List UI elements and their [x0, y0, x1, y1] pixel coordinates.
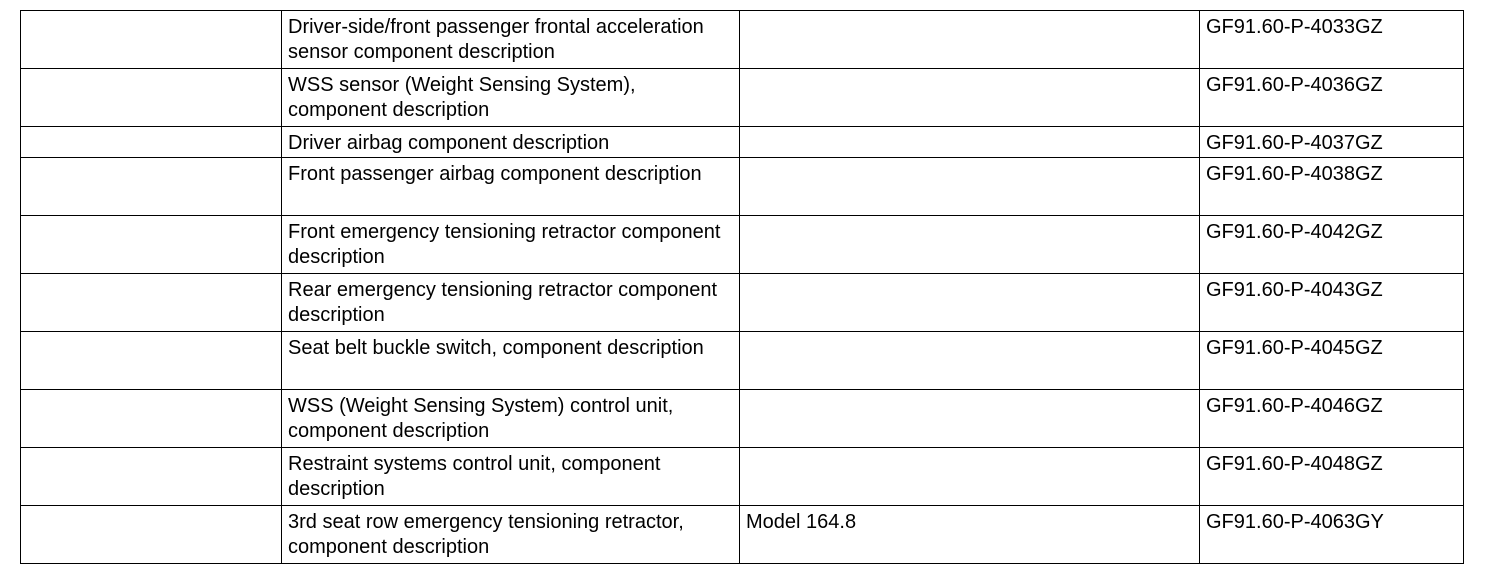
document-code-link[interactable]: GF91.60-P-4063GY — [1200, 506, 1464, 564]
model-cell — [740, 332, 1200, 390]
document-code-link[interactable]: GF91.60-P-4042GZ — [1200, 216, 1464, 274]
empty-cell — [21, 158, 282, 216]
table-row — [21, 448, 1464, 506]
model-cell — [740, 448, 1200, 506]
table-row — [21, 158, 1464, 216]
description-cell: Driver-side/front passenger frontal acceleration sensor component description — [282, 11, 740, 69]
description-cell: WSS sensor (Weight Sensing System), component description — [282, 69, 740, 127]
description-cell: Restraint systems control unit, component description — [282, 448, 740, 506]
document-code-link[interactable]: GF91.60-P-4045GZ — [1200, 332, 1464, 390]
table-row — [21, 332, 1464, 390]
description-cell: 3rd seat row emergency tensioning retractor, component description — [282, 506, 740, 564]
empty-cell — [21, 332, 282, 390]
description-cell: Front passenger airbag component description — [282, 158, 740, 216]
table-row — [21, 69, 1464, 127]
model-cell — [740, 11, 1200, 69]
empty-cell — [21, 390, 282, 448]
description-cell: Seat belt buckle switch, component description — [282, 332, 740, 390]
model-cell — [740, 274, 1200, 332]
table-row — [21, 216, 1464, 274]
table-row — [21, 274, 1464, 332]
document-code-link[interactable]: GF91.60-P-4036GZ — [1200, 69, 1464, 127]
description-cell: Rear emergency tensioning retractor component description — [282, 274, 740, 332]
document-code-link[interactable]: GF91.60-P-4048GZ — [1200, 448, 1464, 506]
document-code-link[interactable]: GF91.60-P-4038GZ — [1200, 158, 1464, 216]
empty-cell — [21, 69, 282, 127]
model-cell — [740, 69, 1200, 127]
empty-cell — [21, 506, 282, 564]
document-code-link[interactable]: GF91.60-P-4037GZ — [1200, 127, 1464, 158]
document-code-link[interactable]: GF91.60-P-4046GZ — [1200, 390, 1464, 448]
empty-cell — [21, 448, 282, 506]
model-cell — [740, 390, 1200, 448]
model-cell — [740, 216, 1200, 274]
table-row — [21, 506, 1464, 564]
table-row — [21, 127, 1464, 158]
model-cell — [740, 158, 1200, 216]
document-table — [20, 10, 1464, 564]
table-row — [21, 390, 1464, 448]
empty-cell — [21, 216, 282, 274]
description-cell: Driver airbag component description — [282, 127, 740, 158]
document-code-link[interactable]: GF91.60-P-4043GZ — [1200, 274, 1464, 332]
model-cell — [740, 127, 1200, 158]
empty-cell — [21, 274, 282, 332]
description-cell: WSS (Weight Sensing System) control unit, component description — [282, 390, 740, 448]
table-row — [21, 11, 1464, 69]
model-cell: Model 164.8 — [740, 506, 1200, 564]
document-code-link[interactable]: GF91.60-P-4033GZ — [1200, 11, 1464, 69]
empty-cell — [21, 11, 282, 69]
empty-cell — [21, 127, 282, 158]
description-cell: Front emergency tensioning retractor component description — [282, 216, 740, 274]
